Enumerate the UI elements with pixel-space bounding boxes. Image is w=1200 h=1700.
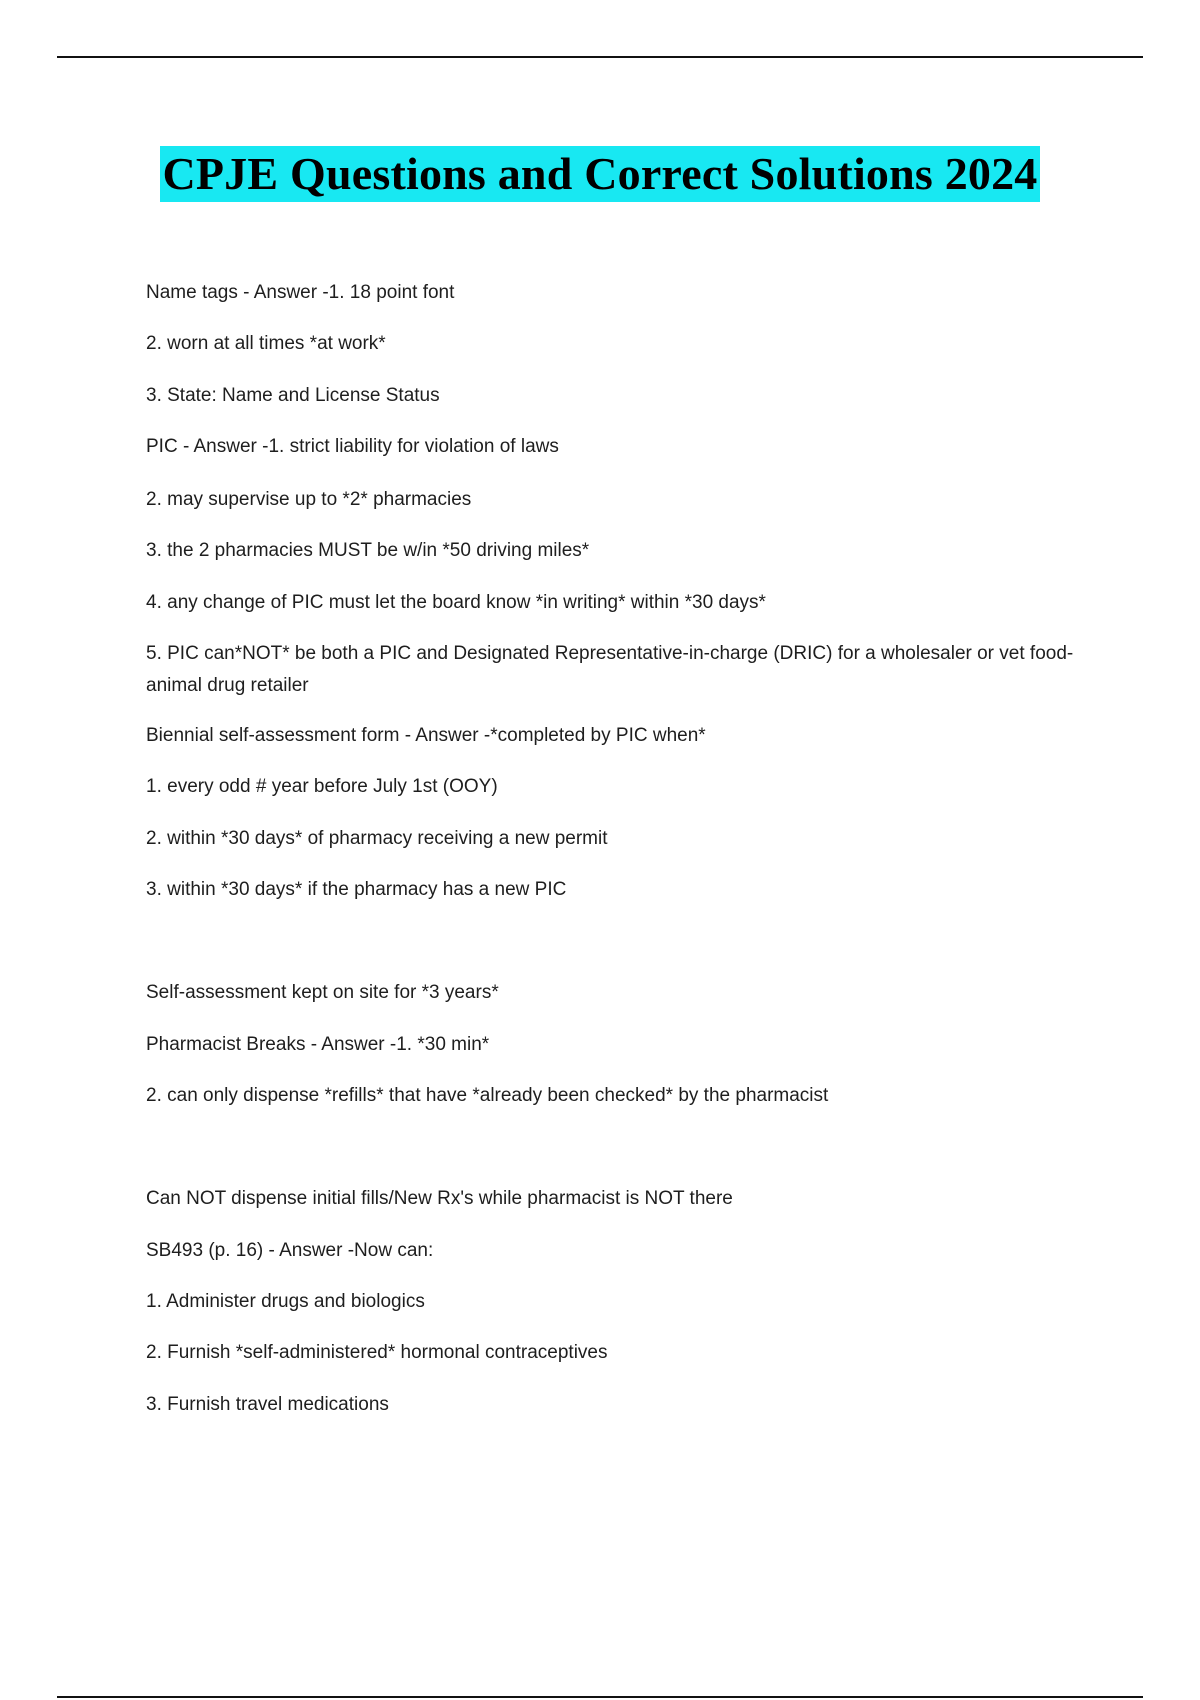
text-line: Name tags - Answer -1. 18 point font	[146, 282, 455, 303]
text-line: 2. within *30 days* of pharmacy receiving a new permit	[146, 828, 608, 849]
top-rule	[57, 56, 1143, 58]
text-line: SB493 (p. 16) - Answer -Now can:	[146, 1240, 434, 1261]
text-line: Biennial self-assessment form - Answer -*completed by PIC when*	[146, 725, 706, 746]
title-container	[0, 146, 1200, 202]
page-title: CPJE Questions and Correct Solutions 2024	[160, 146, 1039, 202]
text-line: 1. every odd # year before July 1st (OOY)	[146, 776, 498, 797]
text-line: 3. State: Name and License Status	[146, 385, 440, 406]
text-line: 5. PIC can*NOT* be both a PIC and Designated Representative-in-charge (DRIC) for a wholesaler or vet food-animal drug retailer	[146, 643, 1074, 696]
text-line: 2. may supervise up to *2* pharmacies	[146, 489, 472, 510]
text-line: Self-assessment kept on site for *3 years*	[146, 982, 499, 1003]
text-line: 2. worn at all times *at work*	[146, 333, 386, 354]
text-line: 4. any change of PIC must let the board know *in writing* within *30 days*	[146, 592, 766, 613]
bottom-rule	[57, 1696, 1143, 1698]
text-line: Can NOT dispense initial fills/New Rx's while pharmacist is NOT there	[146, 1188, 733, 1209]
text-line: 3. within *30 days* if the pharmacy has a new PIC	[146, 879, 567, 900]
text-line: PIC - Answer -1. strict liability for violation of laws	[146, 436, 559, 457]
text-line: 2. Furnish *self-administered* hormonal contraceptives	[146, 1342, 608, 1363]
text-line: 3. Furnish travel medications	[146, 1394, 389, 1415]
text-line: 3. the 2 pharmacies MUST be w/in *50 driving miles*	[146, 540, 590, 561]
text-line: 2. can only dispense *refills* that have *already been checked* by the pharmacist	[146, 1085, 829, 1106]
text-line: 1. Administer drugs and biologics	[146, 1291, 425, 1312]
text-line: Pharmacist Breaks - Answer -1. *30 min*	[146, 1034, 490, 1055]
